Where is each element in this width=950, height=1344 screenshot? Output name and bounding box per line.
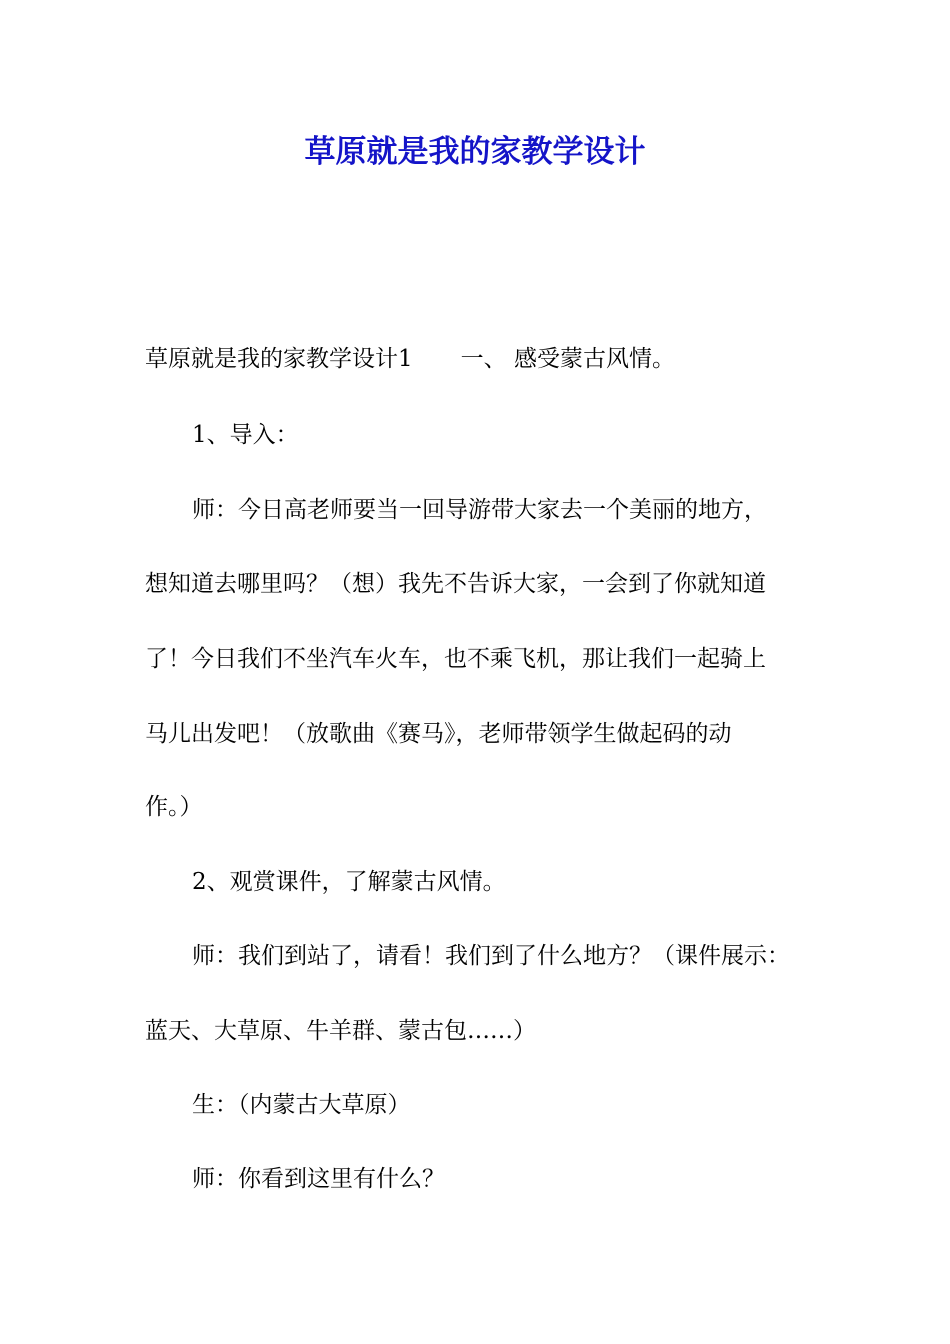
- paragraph-line: 了！今日我们不坐汽车火车，也不乘飞机，那让我们一起骑上: [145, 646, 766, 672]
- paragraph-line: 2、观赏课件，了解蒙古风情。: [192, 869, 506, 895]
- paragraph-line: 师：你看到这里有什么？: [192, 1166, 445, 1192]
- section-heading: 草原就是我的家教学设计1: [145, 346, 413, 372]
- paragraph-line: 蓝天、大草原、牛羊群、蒙古包……）: [145, 1018, 536, 1044]
- paragraph-line: 作。）: [145, 794, 203, 820]
- paragraph-line: 师：我们到站了，请看！我们到了什么地方？（课件展示：: [192, 943, 790, 969]
- paragraph-line: 马儿出发吧！（放歌曲《赛马》，老师带领学生做起码的动: [145, 721, 732, 747]
- paragraph-line-intro: [145, 339, 675, 379]
- paragraph-line: 1、导入：: [192, 422, 299, 448]
- section-subheading: 一、 感受蒙古风情。: [460, 346, 675, 372]
- document-title: 草原就是我的家教学设计: [304, 134, 646, 170]
- paragraph-line: 师：今日高老师要当一回导游带大家去一个美丽的地方，: [192, 497, 767, 523]
- paragraph-line: 生：（内蒙古大草原）: [192, 1092, 411, 1118]
- paragraph-line: 想知道去哪里吗？（想）我先不告诉大家，一会到了你就知道: [145, 571, 766, 597]
